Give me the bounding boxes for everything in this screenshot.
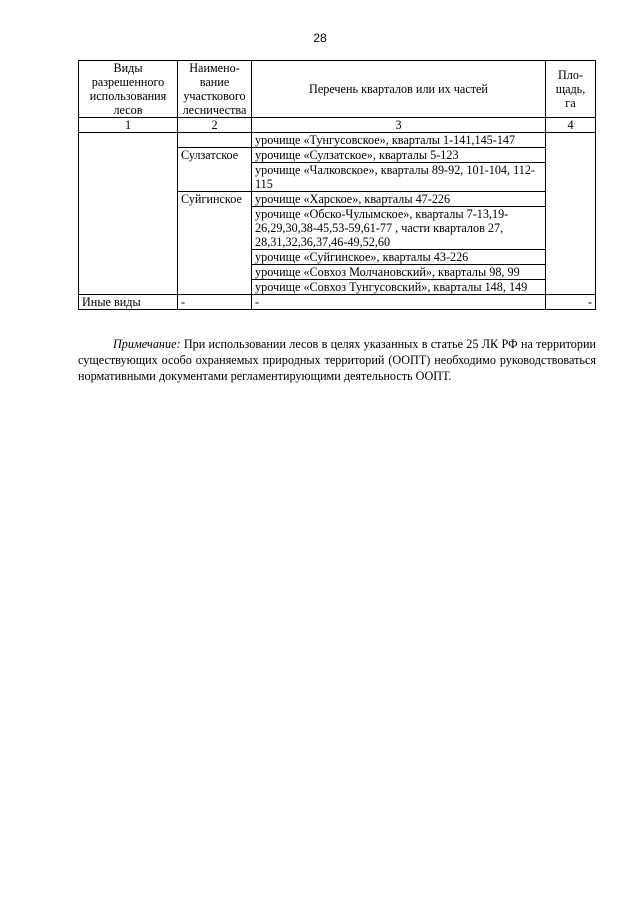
quarters-cell: урочище «Тунгусовское», кварталы 1-141,145-147 — [252, 133, 546, 148]
quarters-cell: - — [252, 295, 546, 310]
header-area: Пло-щадь, га — [546, 61, 596, 118]
table-row — [79, 133, 596, 148]
forestry-cell: Суйгинское — [178, 192, 252, 295]
quarters-cell: урочище «Харское», кварталы 47-226 — [252, 192, 546, 207]
quarters-cell: урочище «Совхоз Молчановский», кварталы 98, 99 — [252, 265, 546, 280]
quarters-cell: урочище «Суйгинское», кварталы 43-226 — [252, 250, 546, 265]
area-cell — [546, 133, 596, 295]
quarters-cell: урочище «Чалковское», кварталы 89-92, 101-104, 112-115 — [252, 163, 546, 192]
page-number: 28 — [313, 31, 327, 45]
column-number: 2 — [178, 118, 252, 133]
column-number: 1 — [79, 118, 178, 133]
column-number: 3 — [252, 118, 546, 133]
forest-use-type-cell — [79, 133, 178, 295]
forest-use-type-cell: Иные виды — [79, 295, 178, 310]
table-header-row — [79, 61, 596, 118]
quarters-cell: урочище «Сулзатское», кварталы 5-123 — [252, 148, 546, 163]
forest-quarters-table — [78, 60, 596, 310]
header-quarters-list: Перечень кварталов или их частей — [252, 61, 546, 118]
quarters-cell: урочище «Обско-Чулымское», кварталы 7-13,19-26,29,30,38-45,53-59,61-77 , части кварталов 27, 28,31,32,36,37,46-49,52,60 — [252, 207, 546, 250]
column-number-row — [79, 118, 596, 133]
column-number: 4 — [546, 118, 596, 133]
note-paragraph — [78, 336, 596, 384]
header-forestry-name: Наимено-вание участкового лесничества — [178, 61, 252, 118]
forestry-cell: - — [178, 295, 252, 310]
header-forest-use-type: Виды разрешенного использования лесов — [79, 61, 178, 118]
area-cell: - — [546, 295, 596, 310]
table-row-other-types — [79, 295, 596, 310]
note-text: При использовании лесов в целях указанных в статье 25 ЛК РФ на территории существующих особо охраняемых природных территорий (ООПТ) необходимо руководствоваться нормативными документами регламентирующими деятельность ООПТ. — [78, 337, 597, 383]
note-lead: Примечание: — [113, 337, 181, 351]
forestry-cell — [178, 133, 252, 148]
quarters-cell: урочище «Совхоз Тунгусовский», кварталы 148, 149 — [252, 280, 546, 295]
forestry-cell: Сулзатское — [178, 148, 252, 192]
